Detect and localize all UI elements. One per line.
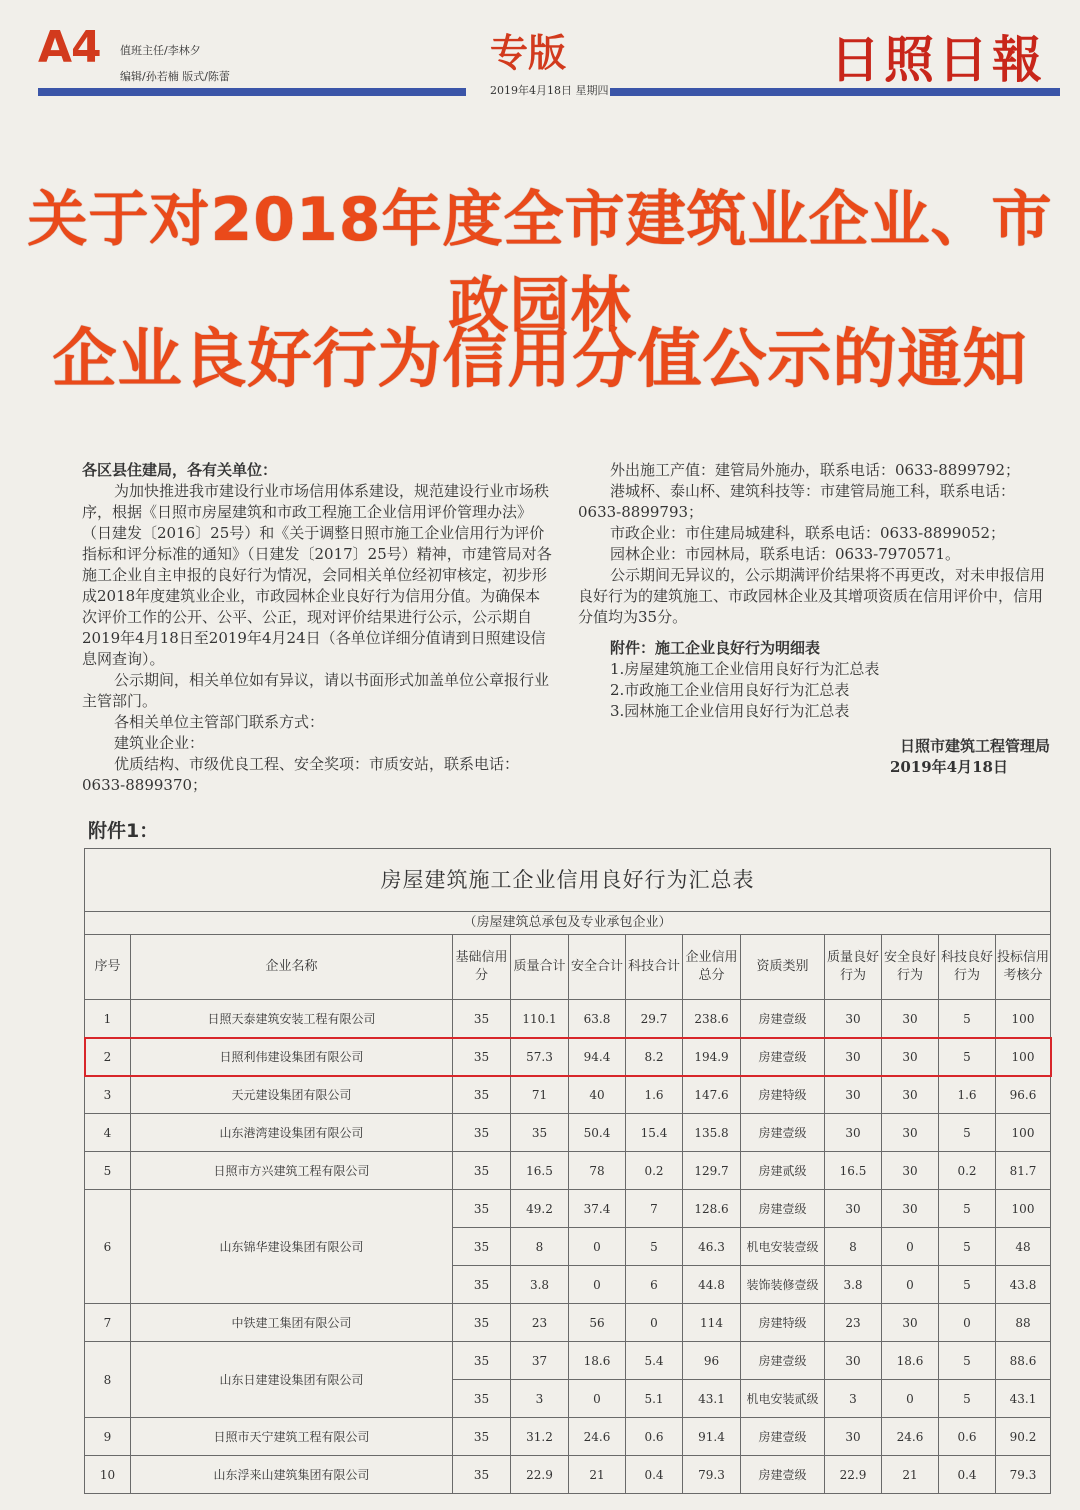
cell-value: 5 xyxy=(626,1228,683,1266)
section-label: 专版 xyxy=(490,31,567,75)
cell-no: 5 xyxy=(85,1152,131,1190)
cell-value: 96.6 xyxy=(996,1076,1051,1114)
cell-value: 35 xyxy=(511,1114,569,1152)
cell-qualification: 机电安装壹级 xyxy=(741,1228,825,1266)
cell-value: 35 xyxy=(453,1380,511,1418)
cell-company-name: 天元建设集团有限公司 xyxy=(131,1076,453,1114)
cell-value: 194.9 xyxy=(683,1038,741,1076)
cell-value: 24.6 xyxy=(882,1418,939,1456)
notice-paragraph: 公示期间无异议的，公示期满评价结果将不再更改，对未申报信用良好行为的建筑施工、市政园林企业及其增项资质在信用评价中，信用分值均为35分。 xyxy=(578,566,1046,626)
table-body xyxy=(85,1000,1051,1494)
cell-value: 100 xyxy=(996,1038,1051,1076)
notice-paragraph: 公示期间，相关单位如有异议，请以书面形式加盖单位公章报行业主管部门。 xyxy=(82,671,550,710)
notice-paragraph: 各相关单位主管部门联系方式： xyxy=(114,713,325,731)
cell-value: 1.6 xyxy=(939,1076,996,1114)
cell-value: 43.1 xyxy=(683,1380,741,1418)
notice-paragraph: 为加快推进我市建设行业市场信用体系建设，规范建设行业市场秩序，根据《日照市房屋建筑和市政工程施工企业信用评价管理办法》（日建发〔2016〕25号）和《关于调整日照市施工企业信用行为评价指标和评分标准的通知》（日建发〔2017〕25号）精神，市建管局对各施工企业自主申报的良好行为情况，会同相关单位经初审核定，初步形成2018年度建筑业企业，市政园林企业良好行为信用分值。为确保本次评价工作的公开、公平、公正，现对评价结果进行公示，公示期自2019年4月18日至2019年4月24日（各单位详细分值请到日照建设信息网查询）。 xyxy=(82,482,552,668)
cell-value: 30 xyxy=(882,1076,939,1114)
cell-value: 0.2 xyxy=(626,1152,683,1190)
cell-value: 35 xyxy=(453,1190,511,1228)
cell-value: 22.9 xyxy=(511,1456,569,1494)
cell-value: 30 xyxy=(825,1038,882,1076)
cell-value: 6 xyxy=(626,1266,683,1304)
cell-qualification: 房建壹级 xyxy=(741,1114,825,1152)
cell-value: 35 xyxy=(453,1000,511,1038)
table-row xyxy=(85,1114,1051,1152)
cell-value: 0.2 xyxy=(939,1152,996,1190)
notice-salutation: 各区县住建局，各有关单位： xyxy=(82,461,278,479)
cell-value: 50.4 xyxy=(569,1114,626,1152)
cell-value: 5 xyxy=(939,1380,996,1418)
table-row-highlighted xyxy=(85,1038,1051,1076)
cell-value: 5 xyxy=(939,1038,996,1076)
cell-value: 88.6 xyxy=(996,1342,1051,1380)
cell-value: 18.6 xyxy=(882,1342,939,1380)
signature-block xyxy=(578,736,1050,778)
notice-paragraph: 外出施工产值：建管局外施办，联系电话：0633-8899792； xyxy=(610,461,1021,479)
cell-value: 8 xyxy=(825,1228,882,1266)
cell-value: 5 xyxy=(939,1000,996,1038)
cell-value: 16.5 xyxy=(825,1152,882,1190)
table-row xyxy=(85,1342,1051,1380)
notice-paragraph: 优质结构、市级优良工程、安全奖项：市质安站，联系电话：0633-8899370； xyxy=(82,755,520,794)
cell-value: 3.8 xyxy=(825,1266,882,1304)
cell-value: 0 xyxy=(882,1380,939,1418)
cell-value: 35 xyxy=(453,1418,511,1456)
notice-column-right xyxy=(578,460,1050,778)
cell-value: 30 xyxy=(882,1114,939,1152)
cell-qualification: 房建特级 xyxy=(741,1304,825,1342)
cell-company-name: 日照市方兴建筑工程有限公司 xyxy=(131,1152,453,1190)
credit-summary-table xyxy=(84,848,1050,1494)
cell-value: 0.6 xyxy=(939,1418,996,1456)
notice-paragraph: 港城杯、泰山杯、建筑科技等：市建管局施工科，联系电话：0633-8899793； xyxy=(578,482,1016,521)
cell-value: 5 xyxy=(939,1228,996,1266)
table-row xyxy=(85,1000,1051,1038)
table-row xyxy=(85,1190,1051,1228)
cell-qualification: 房建壹级 xyxy=(741,1456,825,1494)
cell-no: 8 xyxy=(85,1342,131,1418)
cell-value: 43.1 xyxy=(996,1380,1051,1418)
cell-value: 48 xyxy=(996,1228,1051,1266)
cell-value: 79.3 xyxy=(683,1456,741,1494)
cell-value: 100 xyxy=(996,1190,1051,1228)
cell-qualification: 房建贰级 xyxy=(741,1152,825,1190)
issue-date: 2019年4月18日 星期四 xyxy=(490,84,609,97)
col-header-quality-good: 质量良好行为 xyxy=(825,935,882,1000)
col-header-tech-good: 科技良好行为 xyxy=(939,935,996,1000)
cell-value: 16.5 xyxy=(511,1152,569,1190)
cell-company-name: 山东日建建设集团有限公司 xyxy=(131,1342,453,1418)
cell-value: 3 xyxy=(825,1380,882,1418)
cell-value: 0 xyxy=(569,1266,626,1304)
table-row xyxy=(85,1456,1051,1494)
cell-value: 35 xyxy=(453,1304,511,1342)
cell-value: 35 xyxy=(453,1456,511,1494)
cell-value: 5.4 xyxy=(626,1342,683,1380)
cell-value: 0.6 xyxy=(626,1418,683,1456)
cell-value: 30 xyxy=(825,1076,882,1114)
cell-value: 0 xyxy=(569,1228,626,1266)
cell-value: 63.8 xyxy=(569,1000,626,1038)
cell-value: 5 xyxy=(939,1190,996,1228)
col-header-base: 基础信用分 xyxy=(453,935,511,1000)
attachment-item: 3.园林施工企业信用良好行为汇总表 xyxy=(610,702,850,720)
cell-value: 8 xyxy=(511,1228,569,1266)
cell-company-name: 日照天泰建筑安装工程有限公司 xyxy=(131,1000,453,1038)
cell-value: 8.2 xyxy=(626,1038,683,1076)
attachment-heading: 附件1： xyxy=(88,820,159,842)
cell-value: 21 xyxy=(882,1456,939,1494)
cell-value: 0.4 xyxy=(939,1456,996,1494)
cell-qualification: 机电安装贰级 xyxy=(741,1380,825,1418)
cell-value: 49.2 xyxy=(511,1190,569,1228)
newspaper-logo: 日照日報 xyxy=(830,30,1046,89)
cell-company-name: 中铁建工集团有限公司 xyxy=(131,1304,453,1342)
editor-credits xyxy=(120,38,230,90)
cell-no: 2 xyxy=(85,1038,131,1076)
cell-value: 128.6 xyxy=(683,1190,741,1228)
notice-column-left xyxy=(82,460,552,796)
cell-value: 44.8 xyxy=(683,1266,741,1304)
cell-value: 35 xyxy=(453,1342,511,1380)
cell-value: 5 xyxy=(939,1114,996,1152)
cell-value: 30 xyxy=(882,1000,939,1038)
col-header-safety-total: 安全合计 xyxy=(569,935,626,1000)
attachment-item: 2.市政施工企业信用良好行为汇总表 xyxy=(610,681,850,699)
cell-value: 30 xyxy=(882,1152,939,1190)
cell-value: 110.1 xyxy=(511,1000,569,1038)
cell-value: 56 xyxy=(569,1304,626,1342)
cell-value: 79.3 xyxy=(996,1456,1051,1494)
cell-qualification: 房建特级 xyxy=(741,1076,825,1114)
cell-value: 35 xyxy=(453,1266,511,1304)
cell-value: 238.6 xyxy=(683,1000,741,1038)
cell-value: 5.1 xyxy=(626,1380,683,1418)
cell-value: 0 xyxy=(626,1304,683,1342)
cell-qualification: 房建壹级 xyxy=(741,1000,825,1038)
cell-value: 35 xyxy=(453,1076,511,1114)
cell-value: 37 xyxy=(511,1342,569,1380)
cell-qualification: 房建壹级 xyxy=(741,1190,825,1228)
cell-value: 78 xyxy=(569,1152,626,1190)
cell-qualification: 房建壹级 xyxy=(741,1038,825,1076)
cell-value: 18.6 xyxy=(569,1342,626,1380)
table-row xyxy=(85,1304,1051,1342)
cell-value: 57.3 xyxy=(511,1038,569,1076)
cell-value: 1.6 xyxy=(626,1076,683,1114)
cell-value: 35 xyxy=(453,1152,511,1190)
cell-value: 100 xyxy=(996,1000,1051,1038)
cell-no: 9 xyxy=(85,1418,131,1456)
headline-line-1: 关于对2018年度全市建筑业企业、市政园林 xyxy=(27,185,1053,341)
cell-value: 21 xyxy=(569,1456,626,1494)
col-header-no: 序号 xyxy=(85,935,131,1000)
cell-qualification: 房建壹级 xyxy=(741,1342,825,1380)
cell-company-name: 山东锦华建设集团有限公司 xyxy=(131,1190,453,1304)
cell-value: 3.8 xyxy=(511,1266,569,1304)
cell-no: 10 xyxy=(85,1456,131,1494)
cell-value: 30 xyxy=(825,1342,882,1380)
cell-value: 5 xyxy=(939,1266,996,1304)
cell-no: 4 xyxy=(85,1114,131,1152)
cell-value: 100 xyxy=(996,1114,1051,1152)
cell-company-name: 山东港湾建设集团有限公司 xyxy=(131,1114,453,1152)
cell-value: 30 xyxy=(825,1000,882,1038)
cell-value: 30 xyxy=(825,1418,882,1456)
col-header-quality-total: 质量合计 xyxy=(511,935,569,1000)
cell-value: 94.4 xyxy=(569,1038,626,1076)
cell-value: 30 xyxy=(825,1114,882,1152)
cell-value: 23 xyxy=(511,1304,569,1342)
cell-value: 0.4 xyxy=(626,1456,683,1494)
col-header-qual-type: 资质类别 xyxy=(741,935,825,1000)
headline-line-2: 企业良好行为信用分值公示的通知 xyxy=(52,323,1028,397)
editor-line-2: 编辑/孙若楠 版式/陈蕾 xyxy=(120,70,230,83)
cell-value: 0 xyxy=(569,1380,626,1418)
col-header-bid-score: 投标信用考核分 xyxy=(996,935,1051,1000)
cell-value: 35 xyxy=(453,1228,511,1266)
table-subtitle: （房屋建筑总承包及专业承包企业） xyxy=(85,912,1051,935)
cell-value: 7 xyxy=(626,1190,683,1228)
cell-value: 135.8 xyxy=(683,1114,741,1152)
cell-company-name: 日照市天宁建筑工程有限公司 xyxy=(131,1418,453,1456)
cell-no: 3 xyxy=(85,1076,131,1114)
table-row xyxy=(85,1152,1051,1190)
cell-value: 31.2 xyxy=(511,1418,569,1456)
cell-value: 35 xyxy=(453,1038,511,1076)
notice-paragraph: 建筑业企业： xyxy=(114,734,205,752)
cell-value: 0 xyxy=(939,1304,996,1342)
table-row xyxy=(85,1418,1051,1456)
cell-value: 22.9 xyxy=(825,1456,882,1494)
sign-date: 2019年4月18日 xyxy=(889,758,1008,776)
attachment-item: 1.房屋建筑施工企业信用良好行为汇总表 xyxy=(610,660,880,678)
cell-value: 81.7 xyxy=(996,1152,1051,1190)
cell-value: 0 xyxy=(882,1228,939,1266)
masthead-rule-left xyxy=(38,88,466,96)
cell-company-name: 山东浮来山建筑集团有限公司 xyxy=(131,1456,453,1494)
cell-value: 40 xyxy=(569,1076,626,1114)
cell-value: 15.4 xyxy=(626,1114,683,1152)
table-title: 房屋建筑施工企业信用良好行为汇总表 xyxy=(85,849,1051,912)
editor-line-1: 值班主任/李林夕 xyxy=(120,44,201,57)
col-header-name: 企业名称 xyxy=(131,935,453,1000)
cell-value: 3 xyxy=(511,1380,569,1418)
col-header-credit-total: 企业信用总分 xyxy=(683,935,741,1000)
cell-value: 0 xyxy=(882,1266,939,1304)
page-number: A4 xyxy=(38,22,101,73)
cell-value: 96 xyxy=(683,1342,741,1380)
cell-no: 7 xyxy=(85,1304,131,1342)
cell-value: 30 xyxy=(882,1304,939,1342)
cell-value: 37.4 xyxy=(569,1190,626,1228)
table-row xyxy=(85,1076,1051,1114)
cell-value: 114 xyxy=(683,1304,741,1342)
cell-value: 43.8 xyxy=(996,1266,1051,1304)
cell-company-name: 日照利伟建设集团有限公司 xyxy=(131,1038,453,1076)
col-header-safety-good: 安全良好行为 xyxy=(882,935,939,1000)
notice-paragraph: 市政企业：市住建局城建科，联系电话：0633-8899052； xyxy=(610,524,1006,542)
cell-value: 46.3 xyxy=(683,1228,741,1266)
cell-qualification: 装饰装修壹级 xyxy=(741,1266,825,1304)
col-header-tech-total: 科技合计 xyxy=(626,935,683,1000)
cell-value: 24.6 xyxy=(569,1418,626,1456)
cell-value: 30 xyxy=(882,1190,939,1228)
cell-qualification: 房建壹级 xyxy=(741,1418,825,1456)
cell-value: 5 xyxy=(939,1342,996,1380)
cell-value: 91.4 xyxy=(683,1418,741,1456)
cell-value: 71 xyxy=(511,1076,569,1114)
cell-value: 30 xyxy=(882,1038,939,1076)
cell-value: 23 xyxy=(825,1304,882,1342)
cell-no: 1 xyxy=(85,1000,131,1038)
signer: 日照市建筑工程管理局 xyxy=(899,737,1050,755)
notice-paragraph: 园林企业：市园林局，联系电话：0633-7970571。 xyxy=(610,545,961,563)
attachment-label: 附件：施工企业良好行为明细表 xyxy=(610,639,821,657)
cell-value: 90.2 xyxy=(996,1418,1051,1456)
cell-value: 129.7 xyxy=(683,1152,741,1190)
cell-value: 88 xyxy=(996,1304,1051,1342)
cell-value: 29.7 xyxy=(626,1000,683,1038)
cell-no: 6 xyxy=(85,1190,131,1304)
cell-value: 35 xyxy=(453,1114,511,1152)
cell-value: 147.6 xyxy=(683,1076,741,1114)
cell-value: 30 xyxy=(825,1190,882,1228)
